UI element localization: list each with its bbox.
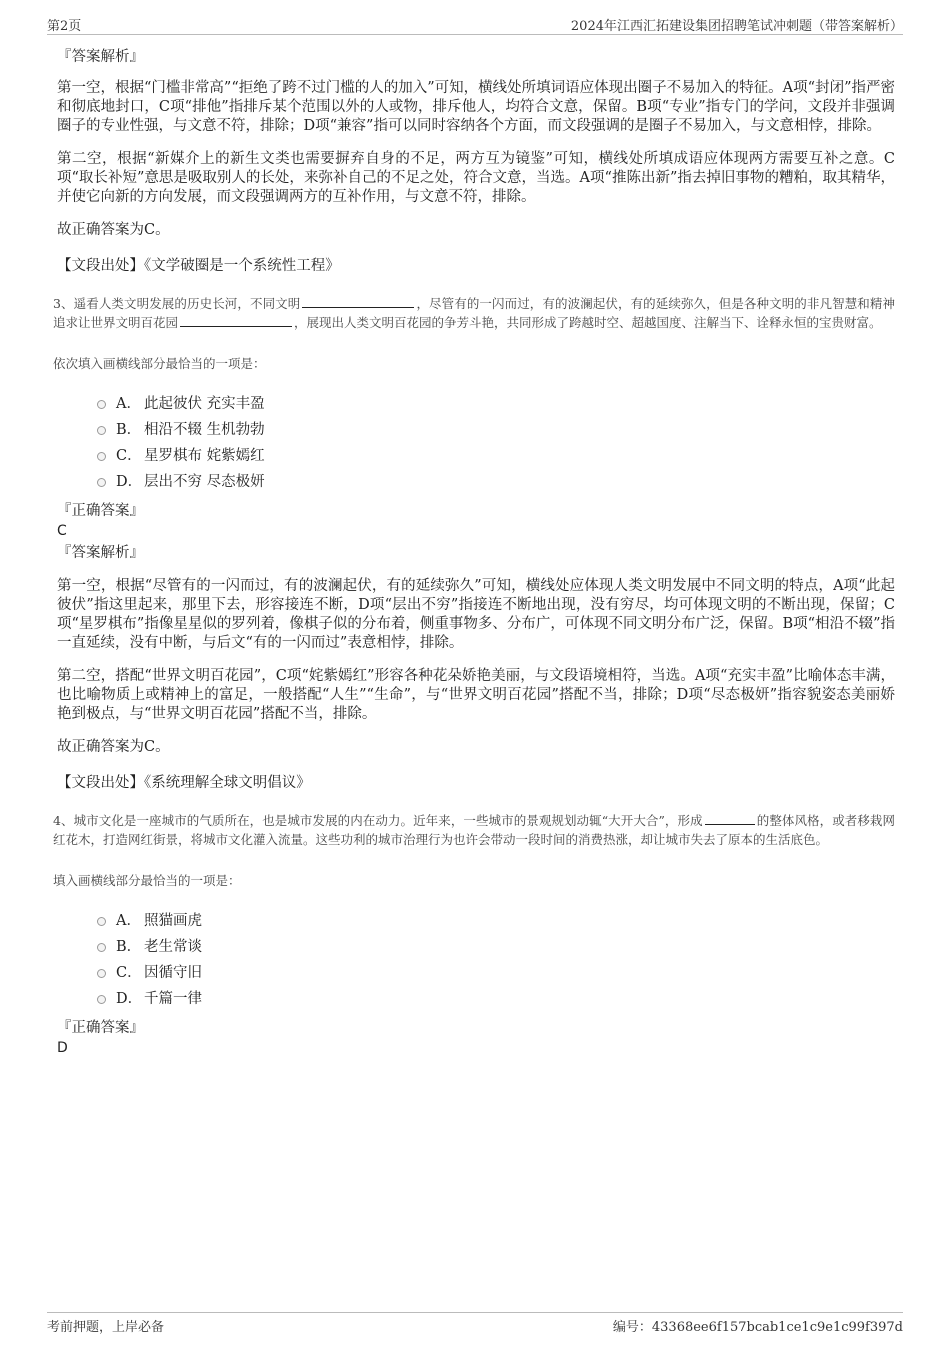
- option-c[interactable]: C． 因循守旧: [97, 960, 895, 986]
- question-3-prompt: 依次填入画横线部分最恰当的一项是：: [53, 356, 266, 371]
- question-4-options: [97, 908, 895, 1012]
- radio-icon[interactable]: [97, 452, 106, 461]
- radio-icon[interactable]: [97, 917, 106, 926]
- correct-answer-label: 『正确答案』: [57, 1020, 144, 1036]
- analysis-paragraph: 第一空，根据“门槛非常高”“拒绝了跨不过门槛的人的加入”可知，横线处所填词语应体现出圈子不易加入的特征。A项“封闭”指严密和彻底地封口，C项“排他”指排斥某个范围以外的人或物，排斥他人，均符合文意，保留。B项“专业”指专门的学问，文段并非强调圈子的专业性强，与文意不符，排除；D项“兼容”指可以同时容纳各个方面，而文段强调的是圈子不易加入，与文意相悖，排除。: [57, 80, 895, 134]
- document-code: 编号：43368ee6f157bcab1ce1c9e1c99f397d: [612, 1320, 903, 1335]
- option-b[interactable]: B． 相沿不辍 生机勃勃: [97, 417, 895, 443]
- analysis-conclusion: 故正确答案为C。: [57, 739, 170, 755]
- option-a[interactable]: A． 照猫画虎: [97, 908, 895, 934]
- radio-icon[interactable]: [97, 969, 106, 978]
- correct-answer-label: 『正确答案』: [57, 503, 144, 519]
- option-c[interactable]: C． 星罗棋布 姹紫嫣红: [97, 443, 895, 469]
- question-4-text: 4、城市文化是一座城市的气质所在，也是城市发展的内在动力。近年来，一些城市的景观规划动辄“大开大合”，形成 的整体风格，或者移栽网红花木，打造网红街景，将城市文化灌入流量。这些功利的城市治理行为也许会带动一段时间的消费热涨，却让城市失去了原本的生活底色。: [53, 813, 895, 847]
- analysis-conclusion: 故正确答案为C。: [57, 222, 170, 238]
- question-3-text: 3、遥看人类文明发展的历史长河，不同文明 ，尽管有的一闪而过，有的波澜起伏，有的延续弥久，但是各种文明的非凡智慧和精神追求让世界文明百花园 ，展现出人类文明百花园的争芳斗艳，共同形成了跨越时空、超越国度、注解当下、诠释永恒的宝贵财富。: [53, 296, 895, 330]
- radio-icon[interactable]: [97, 400, 106, 409]
- option-d[interactable]: D． 千篇一律: [97, 986, 895, 1012]
- option-b[interactable]: B． 老生常谈: [97, 934, 895, 960]
- fill-blank: [302, 294, 414, 308]
- document-title: 2024年江西汇拓建设集团招聘笔试冲刺题（带答案解析）: [570, 19, 903, 34]
- correct-answer: C: [57, 523, 67, 539]
- analysis-paragraph: 第二空，搭配“世界文明百花园”，C项“姹紫嫣红”形容各种花朵娇艳美丽，与文段语境相符，当选。A项“充实丰盈”比喻体态丰满，也比喻物质上或精神上的富足，一般搭配“人生”“生命”，与“世界文明百花园”搭配不当，排除；D项“尽态极妍”指容貌姿态美丽娇艳到极点，与“世界文明百花园”搭配不当，排除。: [57, 668, 895, 722]
- passage-source: 【文段出处】《系统理解全球文明倡议》: [57, 775, 311, 791]
- question-3-options: [97, 391, 895, 495]
- option-a[interactable]: A． 此起彼伏 充实丰盈: [97, 391, 895, 417]
- analysis-label: 『答案解析』: [57, 545, 144, 561]
- correct-answer: D: [57, 1040, 68, 1056]
- fill-blank: [705, 811, 755, 825]
- radio-icon[interactable]: [97, 943, 106, 952]
- page-number: 第2页: [47, 19, 82, 34]
- radio-icon[interactable]: [97, 478, 106, 487]
- page-header: [47, 14, 903, 35]
- option-d[interactable]: D． 层出不穷 尽态极妍: [97, 469, 895, 495]
- analysis-paragraph: 第一空，根据“尽管有的一闪而过，有的波澜起伏，有的延续弥久”可知，横线处应体现人类文明发展中不同文明的特点，A项“此起彼伏”指这里起来，那里下去，形容接连不断，D项“层出不穷”指接连不断地出现，没有穷尽，均可体现文明的不断出现，保留；C项“星罗棋布”指像星星似的罗列着，像棋子似的分布着，侧重事物多、分布广，可体现不同文明分布广泛，保留。B项“相沿不辍”指一直延续，没有中断，与后文“有的一闪而过”表意相悖，排除。: [57, 578, 895, 651]
- analysis-paragraph: 第二空，根据“新媒介上的新生文类也需要摒弃自身的不足，两方互为镜鉴”可知，横线处所填成语应体现两方需要互补之意。C项“取长补短”意思是吸取别人的长处，来弥补自己的不足之处，符合文意，当选。A项“推陈出新”指去掉旧事物的糟粕，取其精华，并使它向新的方向发展，而文段强调两方的互补作用，与文意不符，排除。: [57, 151, 895, 205]
- radio-icon[interactable]: [97, 995, 106, 1004]
- footer-slogan: 考前押题，上岸必备: [47, 1320, 165, 1335]
- radio-icon[interactable]: [97, 426, 106, 435]
- page-footer: [47, 1312, 903, 1333]
- analysis-label: 『答案解析』: [57, 49, 144, 65]
- passage-source: 【文段出处】《文学破圈是一个系统性工程》: [57, 258, 340, 274]
- fill-blank: [180, 313, 292, 327]
- question-4-prompt: 填入画横线部分最恰当的一项是：: [53, 873, 241, 888]
- document-body: [53, 47, 895, 1058]
